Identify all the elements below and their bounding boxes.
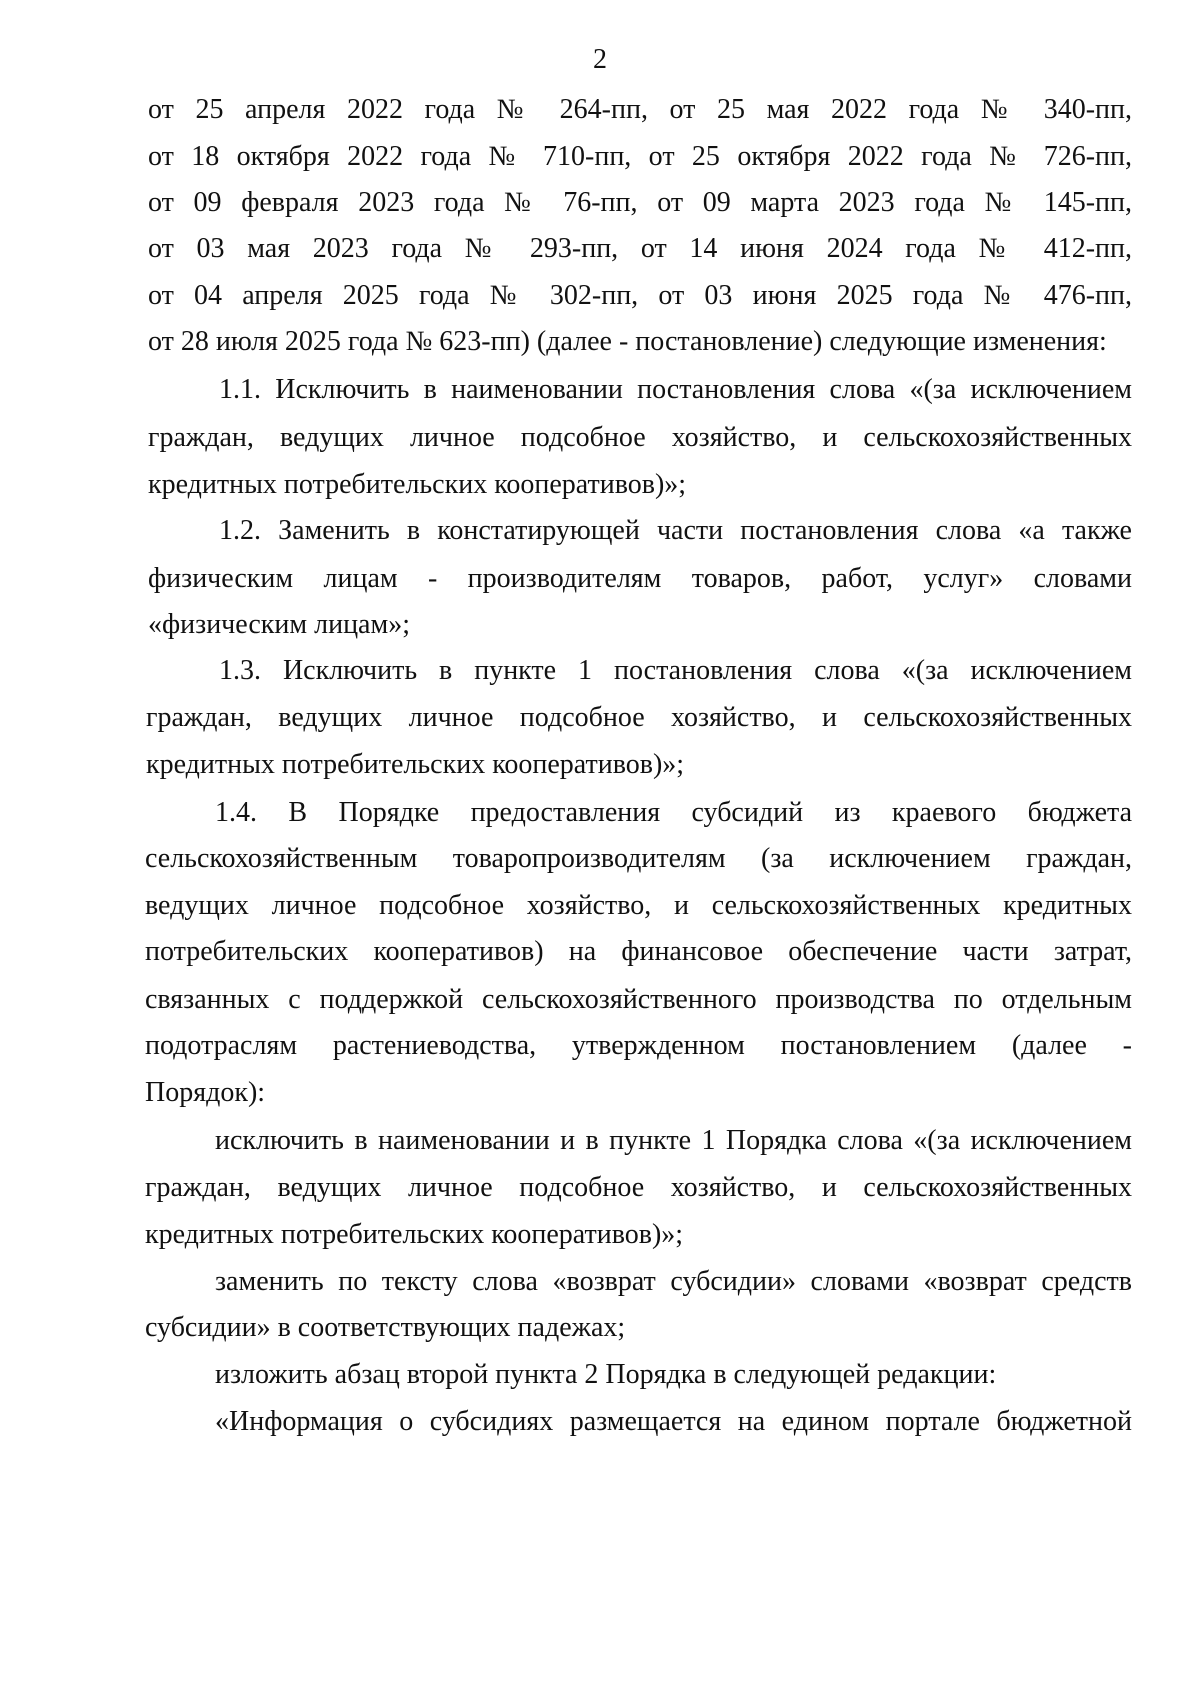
paragraph-1-3-line: 1.3. Исключить в пункте 1 постановления слова «(за исключением	[219, 655, 1132, 686]
sub-item-line: кредитных потребительских кооперативов)»;	[145, 1219, 684, 1250]
sub-item-line: исключить в наименовании и в пункте 1 Порядка слова «(за исключением	[215, 1125, 1132, 1156]
paragraph-1-4-line: сельскохозяйственным товаропроизводителям (за исключением граждан,	[145, 843, 1132, 874]
paragraph-1-3-line: граждан, ведущих личное подсобное хозяйство, и сельскохозяйственных	[146, 702, 1132, 733]
paragraph-1-2-line: «физическим лицам»;	[148, 609, 410, 640]
text-line: от 18 октября 2022 года № 710-пп, от 25 октября 2022 года № 726-пп,	[148, 141, 1132, 172]
paragraph-1-1-line: граждан, ведущих личное подсобное хозяйство, и сельскохозяйственных	[148, 422, 1132, 453]
paragraph-1-4-line: ведущих личное подсобное хозяйство, и сельскохозяйственных кредитных	[145, 890, 1132, 921]
sub-item-line: граждан, ведущих личное подсобное хозяйство, и сельскохозяйственных	[145, 1172, 1132, 1203]
sub-item-line: заменить по тексту слова «возврат субсидии» словами «возврат средств	[215, 1266, 1132, 1297]
sub-item-line: изложить абзац второй пункта 2 Порядка в следующей редакции:	[215, 1359, 997, 1390]
paragraph-1-2-line: 1.2. Заменить в констатирующей части постановления слова «а также	[219, 515, 1132, 546]
sub-item-line: «Информация о субсидиях размещается на едином портале бюджетной	[215, 1406, 1132, 1437]
paragraph-1-2-line: физическим лицам - производителям товаров, работ, услуг» словами	[148, 563, 1132, 594]
paragraph-1-4-line: потребительских кооперативов) на финансовое обеспечение части затрат,	[145, 936, 1132, 967]
text-line: от 25 апреля 2022 года № 264-пп, от 25 мая 2022 года № 340-пп,	[148, 94, 1132, 125]
page-number: 2	[593, 44, 607, 75]
paragraph-1-4-line: связанных с поддержкой сельскохозяйственного производства по отдельным	[145, 984, 1132, 1015]
text-line: от 28 июля 2025 года № 623-пп) (далее - постановление) следующие изменения:	[148, 326, 1107, 357]
paragraph-1-4-line: подотраслям растениеводства, утвержденном постановлением (далее -	[145, 1030, 1132, 1061]
text-line: от 09 февраля 2023 года № 76-пп, от 09 марта 2023 года № 145-пп,	[148, 187, 1132, 218]
text-line: от 03 мая 2023 года № 293-пп, от 14 июня 2024 года № 412-пп,	[148, 233, 1132, 264]
paragraph-1-3-line: кредитных потребительских кооперативов)»;	[146, 749, 685, 780]
paragraph-1-1-line: кредитных потребительских кооперативов)»;	[148, 469, 687, 500]
paragraph-1-4-line: Порядок):	[145, 1077, 266, 1108]
paragraph-1-4-line: 1.4. В Порядке предоставления субсидий из краевого бюджета	[215, 797, 1132, 828]
text-line: от 04 апреля 2025 года № 302-пп, от 03 июня 2025 года № 476-пп,	[148, 280, 1132, 311]
sub-item-line: субсидии» в соответствующих падежах;	[145, 1312, 626, 1343]
paragraph-1-1-line: 1.1. Исключить в наименовании постановления слова «(за исключением	[219, 374, 1132, 405]
